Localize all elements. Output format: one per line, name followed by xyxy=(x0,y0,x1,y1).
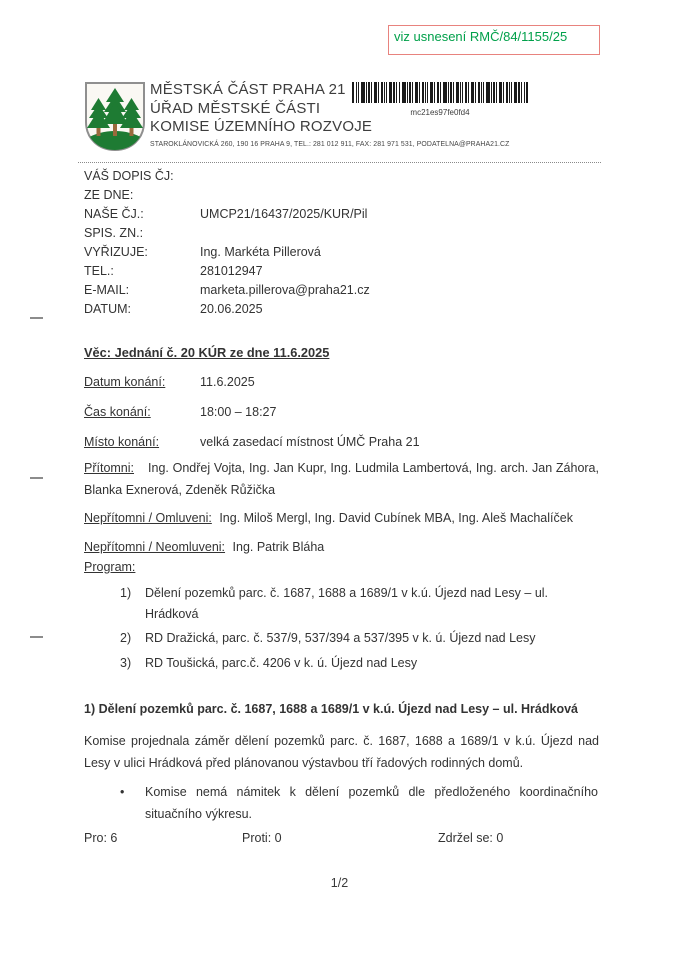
meta-row xyxy=(84,281,599,300)
attendance-names: Ing. Miloš Mergl, Ing. David Cubínek MBA, Ing. Aleš Machalíček xyxy=(219,511,573,525)
attendance-names: Ing. Patrik Bláha xyxy=(232,539,325,554)
approval-stamp xyxy=(388,25,600,55)
item-text: Dělení pozemků parc. č. 1687, 1688 a 1689/1 v k.ú. Újezd nad Lesy – ul. Hrádková xyxy=(145,586,549,621)
meta-row xyxy=(84,300,599,319)
fold-mark xyxy=(30,477,43,479)
attendance-names: Ing. Ondřej Vojta, Ing. Jan Kupr, Ing. Ludmila Lambertová, Ing. arch. Jan Záhora, Blanka Exnerová, Zdeněk Růžička xyxy=(84,461,599,497)
detail-row-time xyxy=(84,403,599,422)
fold-mark xyxy=(30,636,43,638)
org-committee: KOMISE ÚZEMNÍHO ROZVOJE xyxy=(150,118,373,135)
meta-value: Ing. Markéta Pillerová xyxy=(200,245,321,259)
meta-value: UMCP21/16437/2025/KUR/Pil xyxy=(200,207,368,221)
org-name: MĚSTSKÁ ČÁST PRAHA 21 xyxy=(150,81,346,98)
attendance-label: Nepřítomni / Omluveni: xyxy=(84,511,212,525)
meta-label: VYŘIZUJE: xyxy=(84,245,148,259)
meta-label: E-MAIL: xyxy=(84,283,130,297)
program-list xyxy=(84,583,599,674)
fold-mark xyxy=(30,317,43,319)
item-text: RD Toušická, parc.č. 4206 v k. ú. Újezd nad Lesy xyxy=(145,656,418,670)
bullet-text: Komise nemá námitek k dělení pozemků dle předloženého koordinačního situačního výkresu. xyxy=(145,785,598,821)
meta-label: SPIS. ZN.: xyxy=(84,226,144,240)
barcode-label: mc21es97fe0fd4 xyxy=(410,108,470,117)
meta-label: VÁŠ DOPIS ČJ: xyxy=(84,169,174,183)
bullet-icon: • xyxy=(120,785,125,799)
org-office: ÚŘAD MĚSTSKÉ ČÁSTI xyxy=(150,99,321,117)
detail-row-place xyxy=(84,433,599,452)
item-number: 3) xyxy=(120,656,132,670)
meta-label: TEL.: xyxy=(84,264,114,278)
meta-row xyxy=(84,243,599,262)
barcode xyxy=(352,82,528,117)
meta-row xyxy=(84,205,599,224)
meta-row xyxy=(84,186,599,205)
detail-value: velká zasedací místnost ÚMČ Praha 21 xyxy=(200,435,420,449)
meta-value: marketa.pillerova@praha21.cz xyxy=(200,283,370,297)
detail-row-date xyxy=(84,373,599,392)
program-item xyxy=(84,583,599,625)
meta-value: 20.06.2025 xyxy=(200,302,263,316)
meta-row xyxy=(84,167,599,186)
section-heading: 1) Dělení pozemků parc. č. 1687, 1688 a 1689/1 v k.ú. Újezd nad Lesy – ul. Hrádková xyxy=(84,702,578,716)
meta-row xyxy=(84,224,599,243)
item-number: 2) xyxy=(120,631,132,645)
program-item xyxy=(84,653,599,674)
page-number: 1/2 xyxy=(330,876,349,890)
item-number: 1) xyxy=(120,586,132,600)
meta-label: NAŠE ČJ.: xyxy=(84,207,144,221)
vote-abstained: Zdržel se: 0 xyxy=(438,831,504,845)
letter-body xyxy=(84,337,599,848)
coat-of-arms-icon xyxy=(84,82,146,152)
subject-line: Věc: Jednání č. 20 KÚR ze dne 11.6.2025 xyxy=(84,345,330,360)
header-divider xyxy=(78,162,601,163)
coat-of-arms-image xyxy=(84,82,146,152)
barcode-image xyxy=(352,82,528,103)
program-label: Program: xyxy=(84,560,136,574)
vote-results xyxy=(84,829,599,848)
bullet-item xyxy=(84,781,599,825)
attendance-label: Přítomni: xyxy=(84,461,135,475)
attendance-absent-unexcused xyxy=(84,537,599,559)
detail-label: Datum konání: xyxy=(84,375,166,389)
org-address: STAROKLÁNOVICKÁ 260, 190 16 PRAHA 9, TEL.: 281 012 911, FAX: 281 971 531, PODATELNA@PRAHA21.CZ xyxy=(150,140,510,148)
detail-label: Čas konání: xyxy=(84,405,151,419)
item-text: RD Dražická, parc. č. 537/9, 537/394 a 537/395 v k. ú. Újezd nad Lesy xyxy=(145,631,536,645)
attendance-label: Nepřítomni / Neomluveni: xyxy=(84,539,226,554)
meta-label: ZE DNE: xyxy=(84,188,134,202)
letter-meta xyxy=(84,167,599,319)
meta-value: 281012947 xyxy=(200,264,263,278)
detail-value: 11.6.2025 xyxy=(200,375,255,389)
meta-row xyxy=(84,262,599,281)
vote-against: Proti: 0 xyxy=(242,831,282,845)
meta-label: DATUM: xyxy=(84,302,131,316)
program-item xyxy=(84,628,599,649)
detail-value: 18:00 – 18:27 xyxy=(200,405,277,419)
attendance-present xyxy=(84,458,599,501)
attendance-absent-excused xyxy=(84,508,599,530)
section-paragraph: Komise projednala záměr dělení pozemků parc. č. 1687, 1688 a 1689/1 v k.ú. Újezd nad Lesy v ulici Hrádková před plánovanou výstavbou tří řadových rodinných domů. xyxy=(84,734,599,770)
detail-label: Místo konání: xyxy=(84,435,160,449)
vote-pro: Pro: 6 xyxy=(84,831,118,845)
stamp-text: viz usnesení RMČ/84/1155/25 xyxy=(394,29,568,44)
